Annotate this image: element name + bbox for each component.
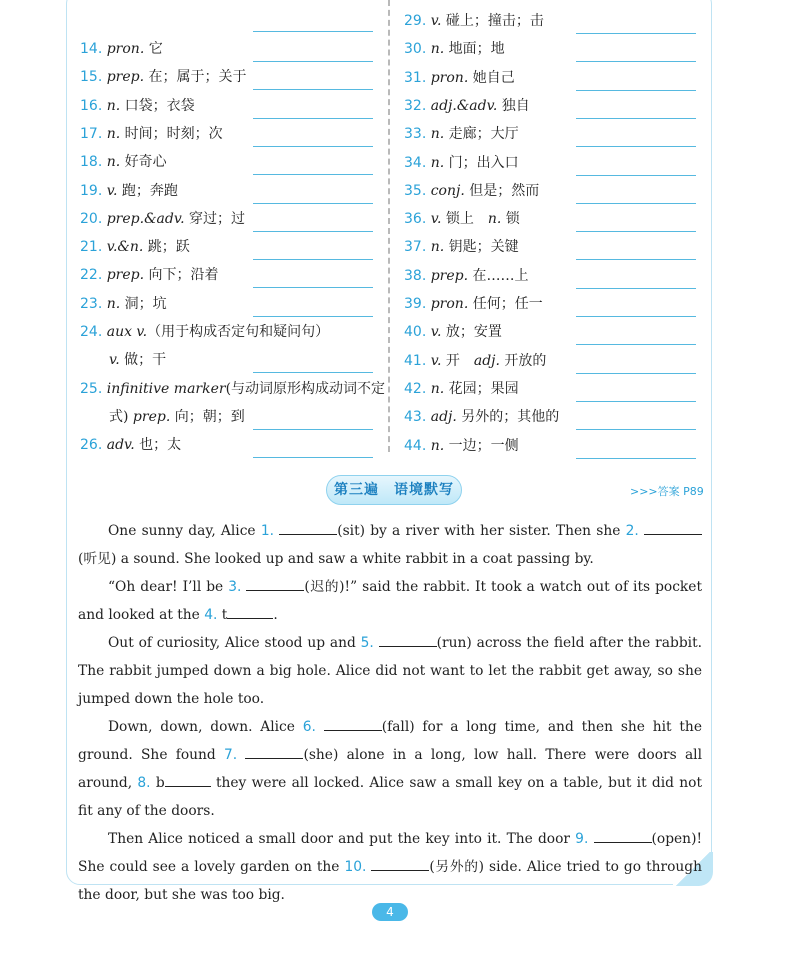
vocab-definition: aux v.（用于构成否定句和疑问句） [106, 324, 330, 340]
answer-line[interactable] [253, 174, 373, 175]
vocab-definition: pron. 她自己 [430, 69, 515, 86]
vocab-number: 16. [80, 97, 107, 114]
vocab-item [404, 236, 519, 258]
page-number-badge [372, 903, 408, 921]
blank-number: 8. [137, 775, 151, 791]
answer-blank[interactable] [245, 744, 303, 759]
answer-line[interactable] [576, 175, 696, 176]
answer-line[interactable] [576, 288, 696, 289]
vocab-number: 24. [80, 324, 107, 340]
passage-paragraph: “Oh dear! I’ll be 3. (迟的)!” said the rabbit. It took a watch out of its pocket and looked at the 4. t . [78, 573, 702, 629]
section-title: 第三遍 语境默写 [334, 482, 454, 498]
answer-blank[interactable] [246, 576, 304, 591]
vocab-number: 41. [404, 352, 431, 369]
vocab-number: 30. [404, 41, 431, 58]
answer-blank[interactable] [165, 772, 211, 787]
blank-number: 1. [260, 523, 274, 539]
page-number: 4 [386, 905, 394, 919]
answer-line[interactable] [253, 31, 373, 32]
vocab-definition: n. 洞；坑 [106, 295, 167, 312]
cloze-passage [78, 517, 702, 909]
answer-line[interactable] [576, 61, 696, 62]
vocab-definition: adj. 另外的；其他的 [430, 409, 560, 426]
answer-line[interactable] [253, 287, 373, 288]
vocab-item [109, 349, 166, 371]
vocab-item [404, 321, 502, 343]
vocab-definition: n. 钥匙；关键 [430, 239, 519, 256]
vocab-item [404, 406, 559, 428]
answer-line[interactable] [253, 203, 373, 204]
vocab-item [80, 236, 190, 258]
answer-line[interactable] [576, 401, 696, 402]
answer-line[interactable] [576, 259, 696, 260]
vocab-item [80, 378, 385, 400]
vocab-definition: prep. 在；属于；关于 [106, 69, 247, 86]
blank-number: 6. [302, 719, 316, 735]
vocab-item [404, 378, 519, 400]
blank-number: 10. [344, 859, 367, 875]
vocab-number: 22. [80, 267, 107, 284]
answer-line[interactable] [576, 118, 696, 119]
vocab-item [404, 265, 529, 287]
answer-line[interactable] [576, 373, 696, 374]
vocab-definition: n. 一边；一侧 [430, 437, 519, 454]
vocab-item [404, 67, 515, 89]
answer-line[interactable] [576, 316, 696, 317]
vocab-number: 39. [404, 296, 431, 312]
answer-reference: >>>答案 P89 [630, 485, 704, 498]
vocab-definition: adv. 也；太 [106, 437, 182, 454]
vocab-number: 25. [80, 380, 107, 397]
vocab-definition: pron. 它 [106, 41, 163, 57]
vocab-item [404, 208, 520, 230]
vocab-number: 40. [404, 324, 431, 341]
vocab-definition: v. 开 adj. 开放的 [430, 352, 547, 369]
answer-line[interactable] [253, 61, 373, 62]
answer-line[interactable] [253, 259, 373, 260]
answer-line[interactable] [253, 316, 373, 317]
vocab-item [80, 38, 163, 60]
blank-number: 2. [625, 523, 639, 539]
answer-line[interactable] [253, 118, 373, 119]
vocab-number: 33. [404, 126, 431, 143]
answer-line[interactable] [253, 457, 373, 458]
vocab-definition: infinitive marker(与动词原形构成动词不定 [106, 380, 386, 397]
vocab-definition: prep.&adv. 穿过；过 [106, 210, 245, 227]
vocab-item [109, 406, 245, 428]
blank-number: 3. [228, 579, 242, 595]
vocab-number: 26. [80, 437, 107, 454]
vocab-number: 43. [404, 409, 431, 426]
vocab-item [80, 264, 219, 286]
answer-line[interactable] [576, 90, 696, 91]
vocab-number: 21. [80, 239, 107, 256]
vocab-definition: n. 花园；果园 [430, 380, 519, 397]
passage-paragraph: Down, down, down. Alice 6. (fall) for a long time, and then she hit the ground. She found 7. (she) alone in a long, low hall. There were doors all around, 8. b they were all locked. Alice saw a small key on a table, but it did not fit any of the doors. [78, 713, 702, 825]
answer-line[interactable] [253, 89, 373, 90]
vocab-definition: n. 门；出入口 [430, 154, 519, 171]
vocab-definition: pron. 任何；任一 [430, 296, 543, 312]
answer-line[interactable] [576, 231, 696, 232]
vocab-definition: prep. 在……上 [430, 267, 529, 284]
vocab-definition: 式) prep. 向；朝；到 [109, 408, 245, 425]
vocab-item [404, 152, 519, 174]
vocab-definition: v. 做；干 [109, 352, 167, 369]
vocab-item [80, 208, 245, 230]
answer-blank[interactable] [227, 604, 273, 619]
vocab-item [80, 95, 195, 117]
vocab-number: 18. [80, 154, 107, 171]
blank-number: 7. [224, 747, 238, 763]
vocab-definition: v.&n. 跳；跃 [106, 239, 190, 256]
vocab-item [404, 95, 530, 117]
vocab-number: 23. [80, 295, 107, 312]
vocab-item [404, 10, 544, 32]
vocab-number: 15. [80, 69, 107, 86]
vocab-item [80, 293, 167, 315]
vocab-number: 42. [404, 380, 431, 397]
vocab-definition: v. 碰上；撞击；击 [430, 13, 544, 29]
vocab-item [80, 66, 247, 88]
answer-line[interactable] [576, 344, 696, 345]
vocab-definition: v. 放；安置 [430, 324, 502, 341]
vocab-number: 29. [404, 13, 431, 29]
vocab-definition: n. 地面；地 [430, 41, 505, 58]
vocab-definition: v. 跑；奔跑 [106, 182, 178, 199]
vocab-item [80, 321, 329, 343]
passage-paragraph: Out of curiosity, Alice stood up and 5. (run) across the field after the rabbit. The rabbit jumped down a big hole. Alice did not want to let the rabbit get away, so she jumped down the hole too. [78, 629, 702, 713]
blank-number: 9. [575, 831, 589, 847]
vocab-definition: n. 口袋；衣袋 [106, 97, 195, 114]
answer-blank[interactable] [594, 828, 652, 843]
vocab-definition: prep. 向下；沿着 [106, 267, 219, 284]
vocab-number: 19. [80, 182, 107, 199]
vocab-definition: v. 锁上 n. 锁 [430, 211, 520, 228]
answer-line[interactable] [576, 458, 696, 459]
vocab-definition: n. 时间；时刻；次 [106, 125, 223, 142]
vocab-number: 44. [404, 437, 431, 454]
answer-line[interactable] [253, 146, 373, 147]
answer-blank[interactable] [279, 520, 337, 535]
answer-blank[interactable] [379, 632, 437, 647]
answer-line[interactable] [576, 33, 696, 34]
section-title-banner [326, 475, 462, 505]
vocab-number: 31. [404, 69, 431, 86]
vocab-number: 20. [80, 210, 107, 227]
vocab-definition: adj.&adv. 独自 [430, 97, 530, 114]
passage-paragraph: One sunny day, Alice 1. (sit) by a river with her sister. Then she 2. (听见) a sound. She looked up and saw a white rabbit in a coat passing by. [78, 517, 702, 573]
vocab-item [80, 123, 223, 145]
answer-blank[interactable] [644, 520, 702, 535]
answer-line[interactable] [253, 231, 373, 232]
vocab-number: 14. [80, 41, 107, 57]
answer-blank[interactable] [324, 716, 382, 731]
answer-line[interactable] [253, 429, 373, 430]
answer-blank[interactable] [371, 856, 429, 871]
vocab-number: 36. [404, 211, 431, 228]
vocab-item [404, 180, 539, 202]
column-divider [388, 0, 390, 452]
vocab-item [404, 293, 543, 315]
vocab-number: 32. [404, 97, 431, 114]
vocab-definition: conj. 但是；然而 [430, 182, 540, 199]
vocab-number: 35. [404, 182, 431, 199]
answer-line[interactable] [253, 372, 373, 373]
vocab-number: 37. [404, 239, 431, 256]
vocab-definition: n. 好奇心 [106, 154, 167, 171]
vocab-item [404, 38, 505, 60]
vocab-item [80, 180, 178, 202]
passage-paragraph: Then Alice noticed a small door and put the key into it. The door 9. (open)! She could see a lovely garden on the 10. (另外的) side. Alice tried to go through the door, but she was too big. [78, 825, 702, 909]
vocab-item [404, 123, 519, 145]
answer-line[interactable] [576, 146, 696, 147]
answer-line[interactable] [576, 203, 696, 204]
vocab-item [404, 435, 519, 457]
answer-line[interactable] [576, 429, 696, 430]
vocab-number: 34. [404, 154, 431, 171]
vocab-item [404, 350, 546, 372]
vocab-item [80, 434, 181, 456]
vocab-number: 17. [80, 125, 107, 142]
vocab-definition: n. 走廊；大厅 [430, 126, 519, 143]
blank-number: 5. [360, 635, 374, 651]
vocab-number: 38. [404, 267, 431, 284]
blank-number: 4. [204, 607, 218, 623]
vocab-item [80, 151, 167, 173]
